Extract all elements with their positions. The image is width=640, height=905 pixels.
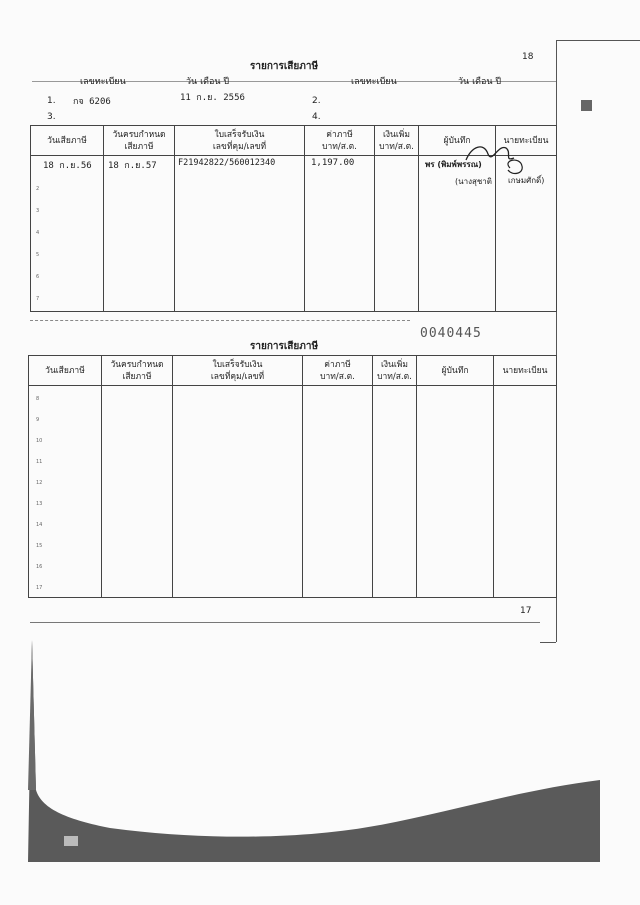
table-row [29, 386, 557, 598]
header-left-date: วัน เดือน ปี [186, 77, 230, 87]
cell-recorder: พร (พิมพ์พรรณ) [425, 160, 482, 169]
row-number: 11 [36, 459, 43, 465]
header-right-reg: เลขทะเบียน [351, 77, 397, 87]
cell-due-date: 18 ก.ย.57 [108, 161, 157, 171]
col-tax: ค่าภาษี บาท/ส.ต. [303, 356, 373, 386]
col-receipt: ใบเสร็จรับเงิน เลขที่คุม/เลขที่ [173, 356, 303, 386]
row4-number: 4. [312, 112, 321, 122]
row-number: 17 [36, 585, 43, 591]
header-right-date: วัน เดือน ปี [458, 77, 502, 87]
row-number: 14 [36, 522, 43, 528]
stamp-number: 0040445 [420, 326, 482, 341]
col-recorder: ผู้บันทึก [417, 356, 494, 386]
col-paid-date: วันเสียภาษี [29, 356, 102, 386]
row-number: 7 [36, 296, 40, 302]
row-number: 6 [36, 274, 40, 280]
col-registrar: นายทะเบียน [494, 356, 557, 386]
cell-paid-date: 18 ก.ย.56 [43, 161, 92, 171]
row2-number: 2. [312, 96, 321, 106]
row-number: 10 [36, 438, 43, 444]
row-number: 13 [36, 501, 43, 507]
perforation-line [30, 320, 410, 321]
col-receipt: ใบเสร็จรับเงิน เลขที่คุม/เลขที่ [175, 126, 305, 156]
row-number: 4 [36, 230, 40, 236]
row3-number: 3. [47, 112, 56, 122]
row-number: 16 [36, 564, 43, 570]
row-number: 3 [36, 208, 40, 214]
col-registrar: นายทะเบียน [496, 126, 557, 156]
row-number: 9 [36, 417, 40, 423]
col-tax: ค่าภาษี บาท/ส.ต. [305, 126, 375, 156]
row-number: 15 [36, 543, 43, 549]
col-recorder: ผู้บันทึก [419, 126, 496, 156]
row-number: 2 [36, 186, 40, 192]
section2-title: รายการเสียภาษี [250, 341, 319, 352]
header-left-reg: เลขทะเบียน [80, 77, 126, 87]
row1-number: 1. [47, 96, 56, 106]
col-surcharge: เงินเพิ่ม บาท/ส.ต. [375, 126, 419, 156]
page-number-bottom: 17 [520, 606, 532, 616]
row1-date: 11 ก.ย. 2556 [180, 93, 245, 103]
cell-tax: 1,197.00 [311, 158, 355, 168]
bottom-edge [30, 622, 540, 623]
col-paid-date: วันเสียภาษี [31, 126, 104, 156]
page-number-top: 18 [522, 52, 534, 62]
row-number: 12 [36, 480, 43, 486]
registration-mark [581, 100, 592, 111]
page-edge-top [556, 40, 640, 41]
section1-title: รายการเสียภาษี [250, 61, 319, 72]
col-due-date: วันครบกำหนด เสียภาษี [102, 356, 173, 386]
row1-registration: กจ 6206 [73, 97, 111, 107]
row-number: 8 [36, 396, 40, 402]
cell-receipt: F21942822/560012340 [178, 158, 276, 168]
row-number: 5 [36, 252, 40, 258]
signature-mark [462, 138, 532, 182]
tax-table-2 [28, 355, 557, 598]
cell-recorder-sub: (นางสุชาติ [455, 177, 492, 186]
scan-shadow [0, 640, 640, 870]
col-due-date: วันครบกำหนด เสียภาษี [104, 126, 175, 156]
col-surcharge: เงินเพิ่ม บาท/ส.ต. [373, 356, 417, 386]
cell-registrar: เกษมศักดิ์) [508, 176, 545, 185]
